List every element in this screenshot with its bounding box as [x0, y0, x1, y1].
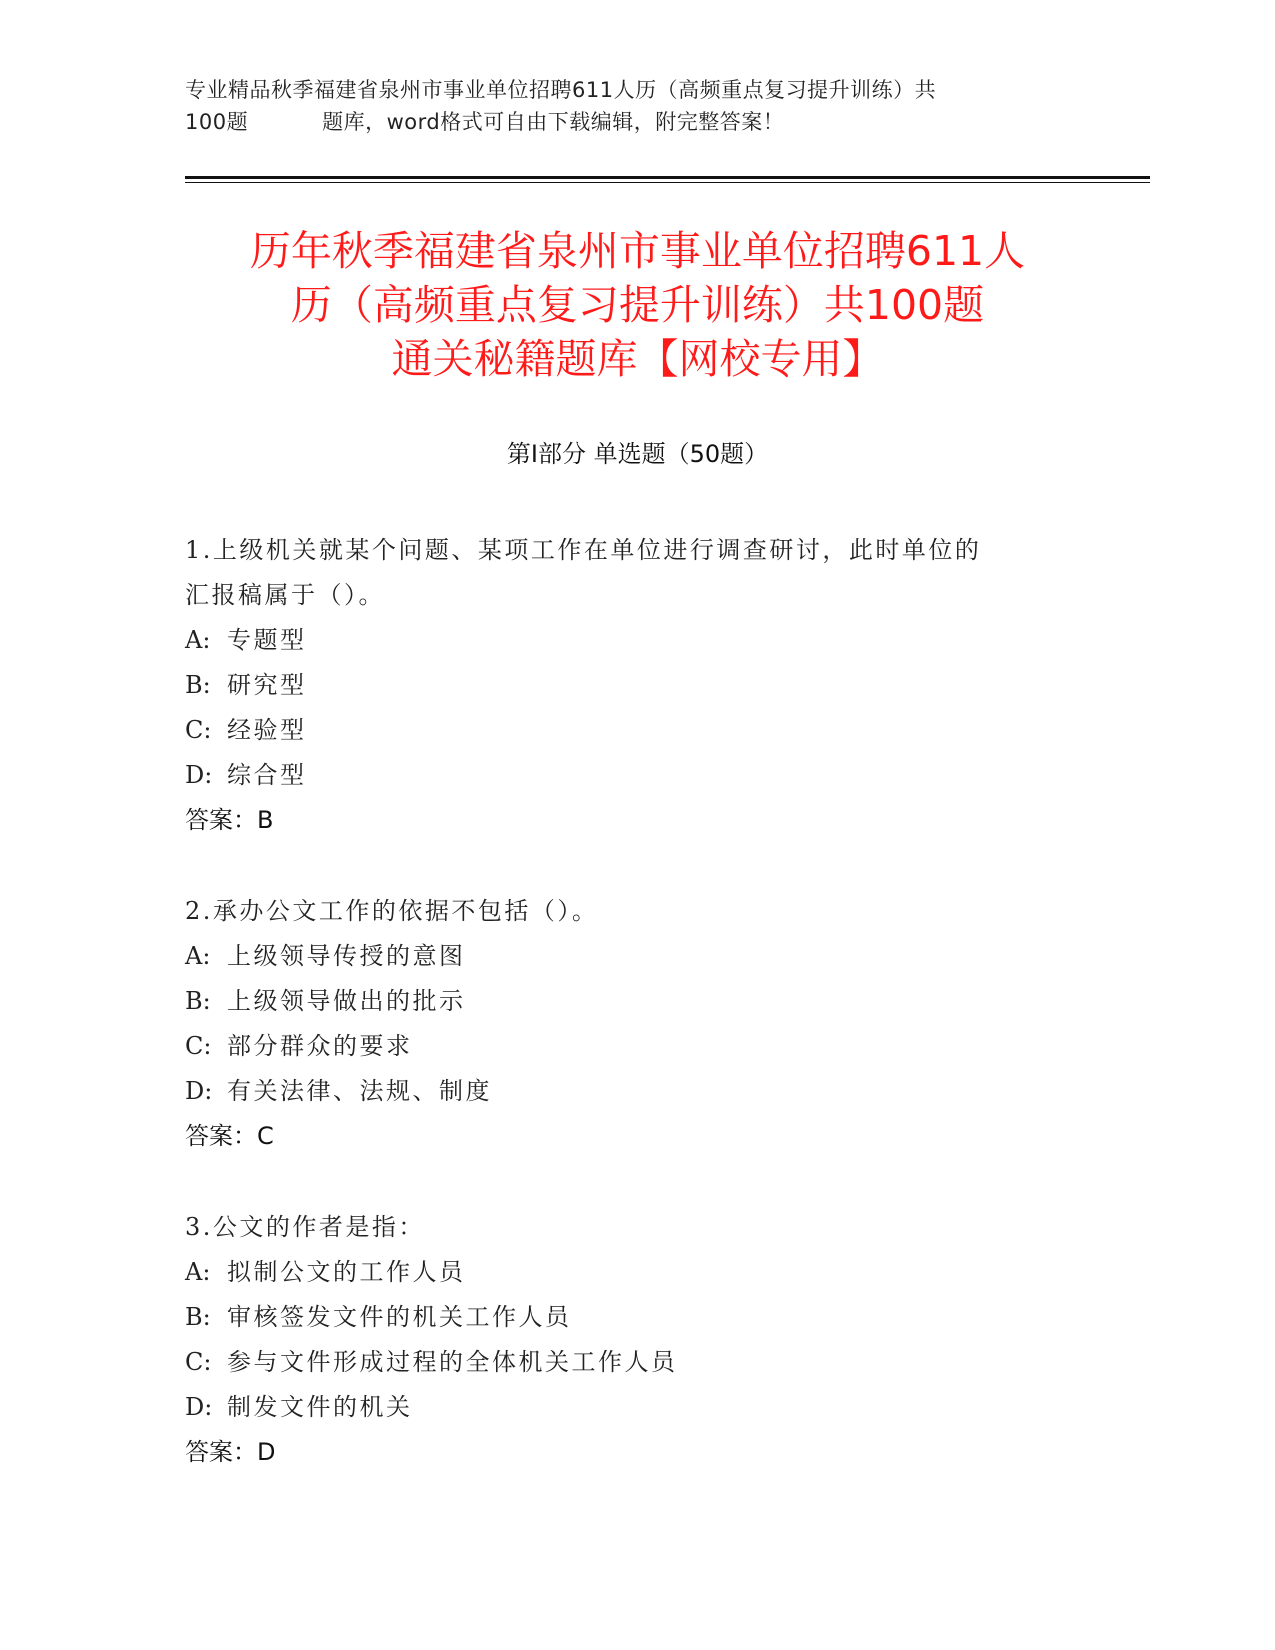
option-text: 有关法律、法规、制度 — [227, 1077, 492, 1105]
header-note-description: 题库，word格式可自由下载编辑，附完整答案！ — [322, 110, 785, 134]
question-text-line-1: 2.承办公文工作的依据不包括（）。 — [185, 897, 599, 925]
option-key: B: — [185, 987, 211, 1015]
option-key: A: — [185, 626, 211, 654]
answer: 答案：D — [185, 1438, 276, 1466]
option-c — [185, 1340, 1085, 1385]
question-text — [185, 889, 1085, 934]
title-line-3: 通关秘籍题库【网校专用】 — [391, 335, 884, 383]
option-a — [185, 1250, 1085, 1295]
question-text-line-1: 1.上级机关就某个问题、某项工作在单位进行调查研讨，此时单位的 — [185, 536, 982, 564]
question-list — [185, 528, 1085, 1521]
question-1 — [185, 528, 1085, 843]
header-note — [185, 74, 1085, 138]
header-divider-thin — [185, 182, 1150, 183]
option-a — [185, 618, 1085, 663]
option-text: 上级领导传授的意图 — [227, 942, 466, 970]
option-text: 拟制公文的工作人员 — [227, 1258, 466, 1286]
option-text: 制发文件的机关 — [227, 1393, 413, 1421]
header-note-line-1: 专业精品秋季福建省泉州市事业单位招聘611人历（高频重点复习提升训练）共 — [185, 78, 937, 102]
option-key: C: — [185, 716, 212, 744]
option-key: A: — [185, 1258, 211, 1286]
option-c — [185, 708, 1085, 753]
option-d — [185, 1069, 1085, 1114]
answer: 答案：B — [185, 806, 274, 834]
option-key: D: — [185, 1393, 213, 1421]
option-key: B: — [185, 671, 211, 699]
question-3 — [185, 1205, 1085, 1475]
answer: 答案：C — [185, 1122, 274, 1150]
option-text: 部分群众的要求 — [227, 1032, 413, 1060]
question-text — [185, 1205, 1085, 1250]
option-b — [185, 663, 1085, 708]
option-key: B: — [185, 1303, 211, 1331]
title-line-2: 历（高频重点复习提升训练）共100题 — [290, 281, 985, 329]
option-key: C: — [185, 1348, 212, 1376]
section-heading: 第Ⅰ部分 单选题（50题） — [506, 440, 769, 468]
question-text — [185, 528, 1085, 618]
title-line-1: 历年秋季福建省泉州市事业单位招聘611人 — [249, 227, 1026, 275]
header-note-line-2 — [185, 106, 1085, 138]
option-text: 上级领导做出的批示 — [227, 987, 466, 1015]
document-title — [150, 224, 1125, 386]
option-text: 经验型 — [227, 716, 307, 744]
option-text: 专题型 — [227, 626, 307, 654]
option-b — [185, 1295, 1085, 1340]
header-divider-thick — [185, 176, 1150, 179]
option-text: 参与文件形成过程的全体机关工作人员 — [227, 1348, 678, 1376]
option-c — [185, 1024, 1085, 1069]
question-text-line-1: 3.公文的作者是指： — [185, 1213, 425, 1241]
option-key: D: — [185, 1077, 213, 1105]
option-d — [185, 1385, 1085, 1430]
option-d — [185, 753, 1085, 798]
option-a — [185, 934, 1085, 979]
option-text: 审核签发文件的机关工作人员 — [227, 1303, 572, 1331]
option-key: A: — [185, 942, 211, 970]
question-2 — [185, 889, 1085, 1159]
option-text: 综合型 — [227, 761, 307, 789]
question-text-line-2: 汇报稿属于（）。 — [185, 581, 385, 609]
option-text: 研究型 — [227, 671, 307, 699]
header-note-count: 100题 — [185, 110, 249, 134]
option-key: C: — [185, 1032, 212, 1060]
option-key: D: — [185, 761, 213, 789]
option-b — [185, 979, 1085, 1024]
